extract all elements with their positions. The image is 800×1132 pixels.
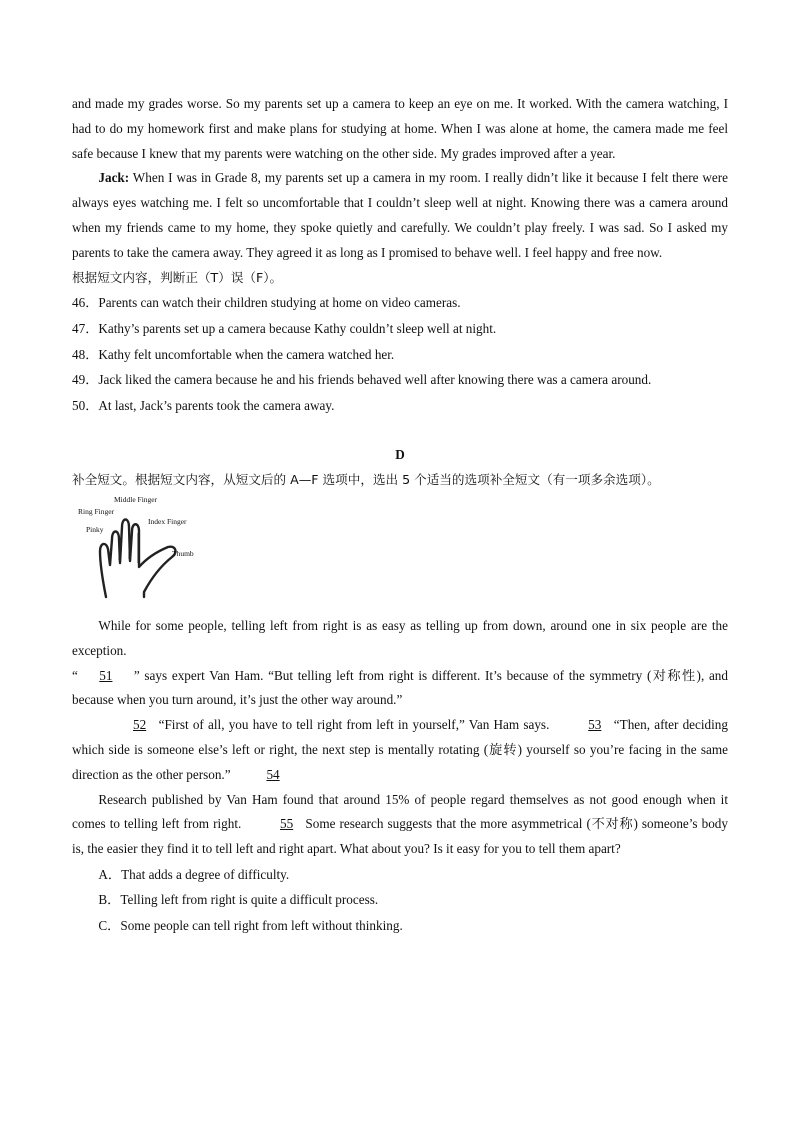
- d-paragraph-3: [72, 713, 728, 787]
- option-a: A．That adds a degree of difficulty.: [98, 866, 290, 882]
- blank-54[interactable]: 54: [266, 766, 280, 782]
- d-paragraph-4-text-2: Some research suggests that the more asymmetrical (不对称) someone’s body is, the easier they find it to tell left and right apart. What about you? Is it easy for you to tell them apart?: [72, 816, 728, 857]
- label-pinky: Pinky: [86, 524, 104, 534]
- blank-51[interactable]: 51: [99, 667, 113, 683]
- question-49: 49．Jack liked the camera because he and his friends behaved well after knowing there was a camera around.: [72, 372, 652, 388]
- section-d-instruction: 补全短文。根据短文内容，从短文后的 A—F 选项中，选出 5 个适当的选项补全短文（有一项多余选项）。: [72, 472, 660, 488]
- label-index-finger: Index Finger: [148, 516, 187, 526]
- d-paragraph-1: While for some people, telling left from right is as easy as telling up from down, around one in six people are the exception.: [72, 617, 728, 658]
- label-thumb: Thumb: [172, 548, 194, 558]
- d-paragraph-4-text-1: Research published by Van Ham found that around 15% of people regard themselves as not good enough when it comes to telling left from right.: [72, 791, 728, 832]
- d-paragraph-3-text-1: “First of all, you have to tell right from left in yourself,” Van Ham says.: [154, 717, 554, 733]
- d-paragraph-3-text-2: “Then, after deciding which side is someone else’s left or right, the next step is mentally rotating (旋转) yourself so you’re facing in the same direction as the other person.”: [72, 717, 728, 782]
- kathy-paragraph-tail: and made my grades worse. So my parents set up a camera to keep an eye on me. It worked. With the camera watching, I had to do my homework first and make plans for studying at home. When I was alone at home, the camera made me feel safe because I knew that my parents were watching on the other side. My grades improved after a year.: [72, 96, 728, 161]
- d-paragraph-2: [72, 664, 728, 714]
- option-c: C．Some people can tell right from left without thinking.: [98, 917, 403, 933]
- blank-52[interactable]: 52: [132, 717, 147, 733]
- tf-instruction: 根据短文内容，判断正（T）误（F）。: [72, 269, 283, 285]
- jack-paragraph: [72, 166, 728, 265]
- question-48: 48．Kathy felt uncomfortable when the camera watched her.: [72, 346, 395, 362]
- section-d-heading: D: [395, 447, 405, 463]
- question-50: 50．At last, Jack’s parents took the camera away.: [72, 397, 335, 413]
- option-b: B．Telling left from right is quite a difficult process.: [98, 892, 379, 908]
- question-47: 47．Kathy’s parents set up a camera because Kathy couldn’t sleep well at night.: [72, 320, 497, 336]
- question-46: 46．Parents can watch their children studying at home on video cameras.: [72, 295, 461, 311]
- label-ring-finger: Ring Finger: [78, 506, 115, 516]
- hand-diagram: [76, 494, 226, 612]
- document-page: [72, 92, 728, 938]
- blank-55[interactable]: 55: [279, 816, 294, 832]
- jack-name: Jack:: [98, 170, 130, 186]
- blank-53[interactable]: 53: [588, 717, 602, 733]
- jack-text: When I was in Grade 8, my parents set up a camera in my room. I really didn’t like it because I felt there were always eyes watching me. I felt so uncomfortable that I couldn’t sleep well at night. Knowing there was a camera around when my friends came to my home, they spoke quietly and carefully. We couldn’t play freely. I was sad. So I asked my parents to take the camera away. They agreed it as long as I promised to behave well. I feel happy and free now.: [72, 170, 728, 260]
- open-quote: “: [72, 667, 78, 683]
- d-paragraph-4: [72, 788, 728, 862]
- label-middle-finger: Middle Finger: [114, 494, 158, 504]
- d-paragraph-2-text: ” says expert Van Ham. “But telling left from right is different. It’s because of the symmetry (对称性), and because when you turn around, it’s just the other way around.”: [72, 667, 728, 708]
